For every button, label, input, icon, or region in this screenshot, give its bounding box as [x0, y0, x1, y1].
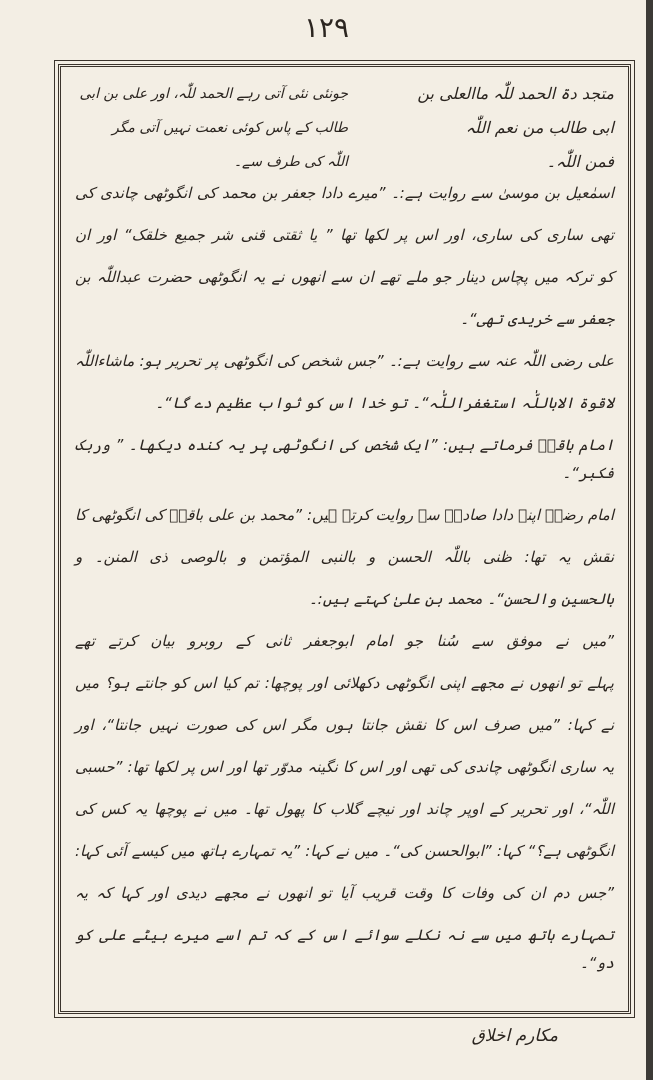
book-edge	[646, 0, 653, 1080]
text-line: اسمٰعیل بن موسیٰ سے روایت ہے:۔ ”میرے دادا جعفر بن محمد کی انگوٹھی چاندی کی	[75, 184, 614, 202]
text-line: ”میں نے موفق سے سُنا جو امام ابوجعفر ثانی کے روبرو بیان کرتے تھے	[75, 632, 614, 650]
header-block	[75, 77, 614, 179]
text-line: یہ ساری انگوٹھی چاندی کی تھی اور اس کا نگینہ مدوّر تھا اور اس پر لکھا تھا: ”حسبی	[75, 758, 614, 776]
page-number: ۱۲۹	[303, 11, 350, 44]
header-left-text: اللّٰہ کی طرف سے۔	[233, 154, 348, 170]
header-right-text: ابی طالب من نعم اللّٰہ	[465, 118, 614, 137]
text-line: نے کہا: ”میں صرف اس کا نقش جانتا ہوں مگر اس کی صورت نہیں جانتا“، اور	[75, 716, 614, 734]
text-line: اللّٰہ“، اور تحریر کے اوپر چاند اور نیچے گلاب کا پھول تھا۔ میں نے پوچھا یہ کس کی	[75, 800, 614, 818]
page-border	[58, 64, 631, 1014]
text-line: تمہارے ہاتھ میں سے نہ نکلے سوائے اس کے کہ تم اسے میرے بیٹے علی کو دو“۔	[75, 926, 614, 972]
header-left-text: طالب کے پاس کوئی نعمت نہیں آتی مگر	[111, 120, 348, 136]
text-line: بالحسین والحسن“۔ محمد بن علیٰ کہتے ہیں:۔	[308, 590, 614, 608]
text-line: تھی ساری کی ساری، اور اس پر لکھا تھا ” یا ثقتی قنی شر جمیع خلقک“ اور ان	[75, 226, 614, 244]
text-line: ”جس دم ان کی وفات کا وقت قریب آیا تو انھوں نے مجھے دیدی اور کہا کہ یہ	[75, 884, 614, 902]
header-row	[75, 145, 614, 179]
header-right-text: فمن اللّٰہ۔	[546, 152, 614, 171]
text-line: امام رضاؑ اپنے دادا صادقؑ سے روایت کرتے ہیں: ”محمد بن علی باقرؑ کی انگوٹھی کا	[75, 506, 614, 524]
text-line: لاقوۃ الاباللّٰہ استغفراللّٰہ“۔ تو خدا اس کو ثواب عظیم دے گا“۔	[155, 394, 614, 412]
text-line: پہلے تو انھوں نے مجھے اپنی انگوٹھی دکھلائی اور پوچھا: تم کیا اس کو جانتے ہو؟ میں	[75, 674, 614, 692]
text-line: جعفر سے خریدی تھی“۔	[460, 310, 614, 328]
page-body	[75, 179, 614, 977]
text-line: انگوٹھی ہے؟“ کہا: ”ابوالحسن کی“۔ میں نے کہا: ”یہ تمہارے ہاتھ میں کیسے آئی کہا:	[75, 842, 614, 860]
header-right-text: متجد دۃ الحمد للّٰہ ماالعلی بن	[417, 84, 614, 103]
running-footer: مکارم اخلاق	[471, 1026, 558, 1046]
text-line: علی رضی اللّٰہ عنہ سے روایت ہے:۔ ”جس شخص کی انگوٹھی پر تحریر ہو: ماشاءاللّٰہ	[75, 352, 614, 370]
header-row	[75, 111, 614, 145]
text-line: نقش یہ تھا: ظنی باللّٰہ الحسن و بالنبی المؤتمن و بالوصی ذی المنن۔ و	[75, 548, 614, 566]
text-line: کو ترکہ میں پچاس دینار جو ملے تھے ان سے انھوں نے یہ انگوٹھی حضرت عبداللّٰہ بن	[75, 268, 614, 286]
text-line: امام باقرؑ فرماتے ہیں: ”ایک شخص کی انگوٹھی پر یہ کندہ دیکھا۔ ” وربک فکبر“۔	[75, 436, 614, 482]
header-left-text: جونئی نئی آتی رہے الحمد للّٰہ، اور علی بن ابی	[79, 86, 348, 102]
page-border-outer	[54, 60, 635, 1018]
header-row	[75, 77, 614, 111]
